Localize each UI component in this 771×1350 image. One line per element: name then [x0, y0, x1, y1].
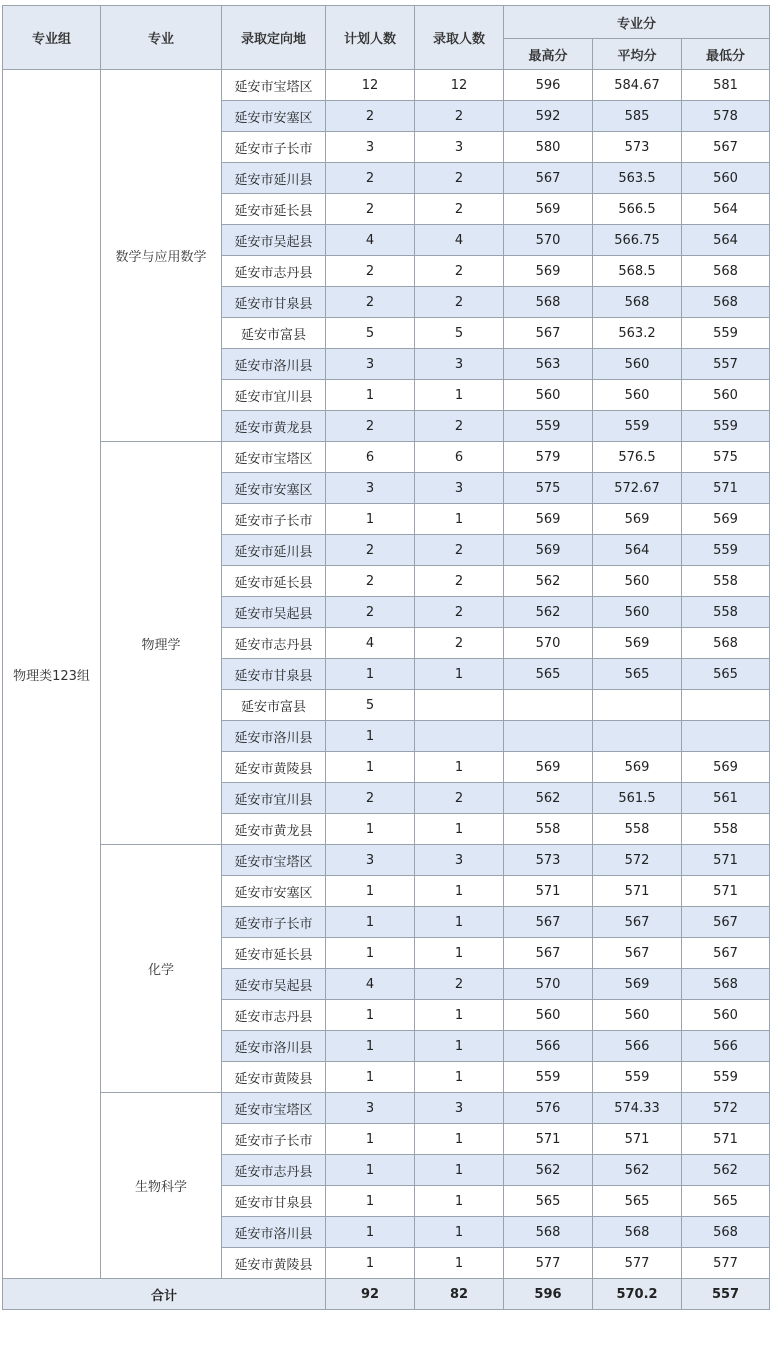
avg-cell: 559	[593, 411, 682, 442]
min-cell: 571	[682, 845, 770, 876]
min-cell: 568	[682, 287, 770, 318]
region-cell: 延安市延川县	[222, 535, 326, 566]
avg-cell: 560	[593, 349, 682, 380]
avg-cell: 568	[593, 1217, 682, 1248]
avg-cell: 559	[593, 1062, 682, 1093]
region-cell: 延安市富县	[222, 318, 326, 349]
admit-cell: 1	[415, 1155, 504, 1186]
max-cell: 562	[504, 783, 593, 814]
admit-cell: 2	[415, 194, 504, 225]
max-cell: 596	[504, 70, 593, 101]
plan-cell: 1	[326, 1062, 415, 1093]
plan-cell: 2	[326, 194, 415, 225]
plan-cell: 2	[326, 535, 415, 566]
max-cell: 565	[504, 659, 593, 690]
region-cell: 延安市甘泉县	[222, 659, 326, 690]
admit-cell: 1	[415, 938, 504, 969]
max-cell: 570	[504, 628, 593, 659]
admit-cell: 2	[415, 628, 504, 659]
region-cell: 延安市黄龙县	[222, 411, 326, 442]
table-row	[3, 70, 770, 101]
plan-cell: 3	[326, 1093, 415, 1124]
max-cell: 569	[504, 752, 593, 783]
header-group: 专业组	[3, 6, 101, 70]
min-cell: 562	[682, 1155, 770, 1186]
plan-cell: 1	[326, 876, 415, 907]
avg-cell: 567	[593, 907, 682, 938]
group-cell: 物理类123组	[3, 70, 101, 1279]
plan-cell: 12	[326, 70, 415, 101]
region-cell: 延安市吴起县	[222, 969, 326, 1000]
min-cell: 559	[682, 535, 770, 566]
avg-cell: 585	[593, 101, 682, 132]
region-cell: 延安市子长市	[222, 504, 326, 535]
min-cell: 571	[682, 473, 770, 504]
max-cell: 567	[504, 938, 593, 969]
avg-cell: 569	[593, 628, 682, 659]
total-avg: 570.2	[593, 1279, 682, 1310]
plan-cell: 5	[326, 690, 415, 721]
region-cell: 延安市洛川县	[222, 721, 326, 752]
table-header	[3, 6, 770, 70]
region-cell: 延安市子长市	[222, 132, 326, 163]
header-score: 专业分	[504, 6, 770, 39]
header-major: 专业	[101, 6, 222, 70]
admit-cell: 2	[415, 101, 504, 132]
plan-cell: 1	[326, 1031, 415, 1062]
region-cell: 延安市延长县	[222, 566, 326, 597]
avg-cell: 560	[593, 380, 682, 411]
plan-cell: 3	[326, 473, 415, 504]
max-cell: 562	[504, 1155, 593, 1186]
max-cell: 570	[504, 969, 593, 1000]
min-cell: 568	[682, 969, 770, 1000]
plan-cell: 1	[326, 938, 415, 969]
min-cell: 559	[682, 1062, 770, 1093]
admit-cell: 3	[415, 132, 504, 163]
min-cell: 559	[682, 318, 770, 349]
plan-cell: 2	[326, 287, 415, 318]
avg-cell: 577	[593, 1248, 682, 1279]
header-avg: 平均分	[593, 39, 682, 70]
region-cell: 延安市志丹县	[222, 628, 326, 659]
avg-cell: 565	[593, 659, 682, 690]
plan-cell: 4	[326, 969, 415, 1000]
region-cell: 延安市洛川县	[222, 1031, 326, 1062]
admit-cell: 1	[415, 380, 504, 411]
max-cell: 568	[504, 287, 593, 318]
plan-cell: 2	[326, 256, 415, 287]
plan-cell: 2	[326, 566, 415, 597]
min-cell: 572	[682, 1093, 770, 1124]
admit-cell	[415, 721, 504, 752]
region-cell: 延安市安塞区	[222, 473, 326, 504]
admit-cell: 2	[415, 535, 504, 566]
region-cell: 延安市黄陵县	[222, 1062, 326, 1093]
min-cell: 567	[682, 938, 770, 969]
max-cell: 559	[504, 411, 593, 442]
plan-cell: 2	[326, 101, 415, 132]
admit-cell: 3	[415, 1093, 504, 1124]
plan-cell: 2	[326, 163, 415, 194]
plan-cell: 1	[326, 504, 415, 535]
avg-cell: 572.67	[593, 473, 682, 504]
min-cell: 567	[682, 132, 770, 163]
plan-cell: 1	[326, 1155, 415, 1186]
min-cell: 566	[682, 1031, 770, 1062]
admit-cell: 4	[415, 225, 504, 256]
avg-cell: 567	[593, 938, 682, 969]
region-cell: 延安市延长县	[222, 194, 326, 225]
min-cell: 581	[682, 70, 770, 101]
avg-cell: 558	[593, 814, 682, 845]
min-cell: 565	[682, 1186, 770, 1217]
header-region: 录取定向地	[222, 6, 326, 70]
region-cell: 延安市子长市	[222, 907, 326, 938]
table-row	[3, 1093, 770, 1124]
min-cell: 558	[682, 597, 770, 628]
major-cell: 数学与应用数学	[101, 70, 222, 442]
min-cell: 577	[682, 1248, 770, 1279]
avg-cell: 566.5	[593, 194, 682, 225]
admit-cell: 2	[415, 287, 504, 318]
max-cell: 575	[504, 473, 593, 504]
total-plan: 92	[326, 1279, 415, 1310]
header-plan: 计划人数	[326, 6, 415, 70]
plan-cell: 3	[326, 349, 415, 380]
avg-cell: 560	[593, 1000, 682, 1031]
plan-cell: 1	[326, 814, 415, 845]
avg-cell: 574.33	[593, 1093, 682, 1124]
region-cell: 延安市黄陵县	[222, 1248, 326, 1279]
region-cell: 延安市黄龙县	[222, 814, 326, 845]
min-cell: 560	[682, 1000, 770, 1031]
region-cell: 延安市宜川县	[222, 783, 326, 814]
avg-cell: 584.67	[593, 70, 682, 101]
admit-cell: 1	[415, 1186, 504, 1217]
avg-cell	[593, 690, 682, 721]
admit-cell: 2	[415, 256, 504, 287]
plan-cell: 1	[326, 1124, 415, 1155]
region-cell: 延安市宝塔区	[222, 1093, 326, 1124]
header-min: 最低分	[682, 39, 770, 70]
total-label: 合计	[3, 1279, 326, 1310]
avg-cell: 569	[593, 752, 682, 783]
plan-cell: 1	[326, 1217, 415, 1248]
min-cell: 558	[682, 814, 770, 845]
max-cell: 569	[504, 535, 593, 566]
plan-cell: 1	[326, 752, 415, 783]
avg-cell: 569	[593, 969, 682, 1000]
avg-cell: 571	[593, 1124, 682, 1155]
max-cell: 562	[504, 566, 593, 597]
major-cell: 生物科学	[101, 1093, 222, 1279]
plan-cell: 1	[326, 907, 415, 938]
admit-cell: 1	[415, 504, 504, 535]
max-cell: 566	[504, 1031, 593, 1062]
admit-cell: 3	[415, 845, 504, 876]
header-max: 最高分	[504, 39, 593, 70]
max-cell: 576	[504, 1093, 593, 1124]
admit-cell: 3	[415, 473, 504, 504]
admit-cell: 1	[415, 752, 504, 783]
region-cell: 延安市黄陵县	[222, 752, 326, 783]
avg-cell: 568	[593, 287, 682, 318]
admit-cell: 1	[415, 1248, 504, 1279]
min-cell: 557	[682, 349, 770, 380]
avg-cell: 560	[593, 597, 682, 628]
admit-cell: 2	[415, 597, 504, 628]
total-admit: 82	[415, 1279, 504, 1310]
plan-cell: 1	[326, 1000, 415, 1031]
admit-cell	[415, 690, 504, 721]
admit-cell: 1	[415, 1031, 504, 1062]
min-cell: 571	[682, 876, 770, 907]
plan-cell: 2	[326, 783, 415, 814]
avg-cell: 568.5	[593, 256, 682, 287]
region-cell: 延安市安塞区	[222, 101, 326, 132]
admit-cell: 2	[415, 566, 504, 597]
min-cell	[682, 690, 770, 721]
admit-cell: 1	[415, 1217, 504, 1248]
table-row	[3, 845, 770, 876]
region-cell: 延安市延川县	[222, 163, 326, 194]
admit-cell: 12	[415, 70, 504, 101]
avg-cell: 566.75	[593, 225, 682, 256]
max-cell: 569	[504, 256, 593, 287]
plan-cell: 1	[326, 1248, 415, 1279]
avg-cell	[593, 721, 682, 752]
max-cell: 558	[504, 814, 593, 845]
header-admit: 录取人数	[415, 6, 504, 70]
max-cell: 580	[504, 132, 593, 163]
min-cell: 561	[682, 783, 770, 814]
min-cell: 571	[682, 1124, 770, 1155]
admit-cell: 1	[415, 814, 504, 845]
min-cell: 564	[682, 225, 770, 256]
max-cell: 569	[504, 504, 593, 535]
total-max: 596	[504, 1279, 593, 1310]
min-cell: 564	[682, 194, 770, 225]
region-cell: 延安市甘泉县	[222, 1186, 326, 1217]
max-cell: 571	[504, 876, 593, 907]
plan-cell: 6	[326, 442, 415, 473]
max-cell: 559	[504, 1062, 593, 1093]
region-cell: 延安市富县	[222, 690, 326, 721]
major-cell: 化学	[101, 845, 222, 1093]
region-cell: 延安市洛川县	[222, 1217, 326, 1248]
plan-cell: 1	[326, 659, 415, 690]
admit-cell: 1	[415, 1124, 504, 1155]
min-cell: 560	[682, 380, 770, 411]
avg-cell: 563.2	[593, 318, 682, 349]
admit-cell: 6	[415, 442, 504, 473]
region-cell: 延安市志丹县	[222, 1000, 326, 1031]
max-cell: 568	[504, 1217, 593, 1248]
min-cell: 567	[682, 907, 770, 938]
region-cell: 延安市吴起县	[222, 597, 326, 628]
admit-cell: 2	[415, 411, 504, 442]
plan-cell: 5	[326, 318, 415, 349]
region-cell: 延安市宝塔区	[222, 442, 326, 473]
admit-cell: 2	[415, 163, 504, 194]
region-cell: 延安市安塞区	[222, 876, 326, 907]
region-cell: 延安市志丹县	[222, 1155, 326, 1186]
plan-cell: 4	[326, 628, 415, 659]
total-min: 557	[682, 1279, 770, 1310]
min-cell: 568	[682, 256, 770, 287]
region-cell: 延安市宝塔区	[222, 845, 326, 876]
region-cell: 延安市志丹县	[222, 256, 326, 287]
plan-cell: 4	[326, 225, 415, 256]
region-cell: 延安市甘泉县	[222, 287, 326, 318]
max-cell: 571	[504, 1124, 593, 1155]
avg-cell: 560	[593, 566, 682, 597]
min-cell	[682, 721, 770, 752]
avg-cell: 562	[593, 1155, 682, 1186]
min-cell: 568	[682, 628, 770, 659]
plan-cell: 3	[326, 132, 415, 163]
min-cell: 575	[682, 442, 770, 473]
min-cell: 560	[682, 163, 770, 194]
avg-cell: 569	[593, 504, 682, 535]
region-cell: 延安市吴起县	[222, 225, 326, 256]
region-cell: 延安市洛川县	[222, 349, 326, 380]
max-cell: 565	[504, 1186, 593, 1217]
admit-cell: 3	[415, 349, 504, 380]
plan-cell: 2	[326, 411, 415, 442]
admit-cell: 1	[415, 907, 504, 938]
admit-cell: 2	[415, 783, 504, 814]
min-cell: 558	[682, 566, 770, 597]
admit-cell: 1	[415, 876, 504, 907]
plan-cell: 2	[326, 597, 415, 628]
max-cell: 560	[504, 380, 593, 411]
max-cell: 567	[504, 907, 593, 938]
max-cell	[504, 721, 593, 752]
admit-cell: 2	[415, 969, 504, 1000]
min-cell: 569	[682, 504, 770, 535]
table-row	[3, 442, 770, 473]
max-cell: 579	[504, 442, 593, 473]
major-cell: 物理学	[101, 442, 222, 845]
plan-cell: 3	[326, 845, 415, 876]
avg-cell: 573	[593, 132, 682, 163]
region-cell: 延安市宜川县	[222, 380, 326, 411]
max-cell: 562	[504, 597, 593, 628]
min-cell: 569	[682, 752, 770, 783]
min-cell: 578	[682, 101, 770, 132]
table-footer	[3, 1279, 770, 1310]
admit-cell: 1	[415, 1000, 504, 1031]
max-cell	[504, 690, 593, 721]
min-cell: 559	[682, 411, 770, 442]
admission-score-table	[2, 5, 770, 1310]
max-cell: 573	[504, 845, 593, 876]
max-cell: 567	[504, 318, 593, 349]
max-cell: 569	[504, 194, 593, 225]
admit-cell: 1	[415, 659, 504, 690]
table-body	[3, 70, 770, 1279]
admit-cell: 5	[415, 318, 504, 349]
max-cell: 592	[504, 101, 593, 132]
region-cell: 延安市子长市	[222, 1124, 326, 1155]
avg-cell: 561.5	[593, 783, 682, 814]
avg-cell: 564	[593, 535, 682, 566]
max-cell: 570	[504, 225, 593, 256]
admit-cell: 1	[415, 1062, 504, 1093]
avg-cell: 571	[593, 876, 682, 907]
total-row	[3, 1279, 770, 1310]
avg-cell: 576.5	[593, 442, 682, 473]
max-cell: 563	[504, 349, 593, 380]
min-cell: 568	[682, 1217, 770, 1248]
avg-cell: 565	[593, 1186, 682, 1217]
avg-cell: 566	[593, 1031, 682, 1062]
avg-cell: 563.5	[593, 163, 682, 194]
region-cell: 延安市宝塔区	[222, 70, 326, 101]
min-cell: 565	[682, 659, 770, 690]
plan-cell: 1	[326, 380, 415, 411]
plan-cell: 1	[326, 1186, 415, 1217]
max-cell: 560	[504, 1000, 593, 1031]
avg-cell: 572	[593, 845, 682, 876]
region-cell: 延安市延长县	[222, 938, 326, 969]
plan-cell: 1	[326, 721, 415, 752]
max-cell: 577	[504, 1248, 593, 1279]
max-cell: 567	[504, 163, 593, 194]
